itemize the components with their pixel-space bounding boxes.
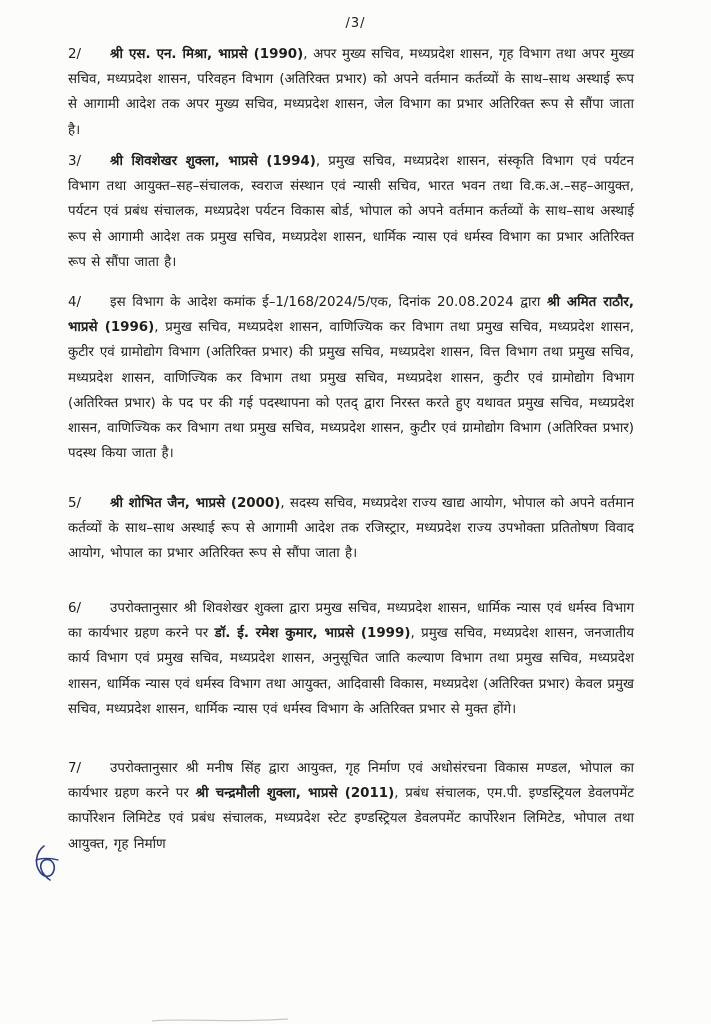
officer-name: डॉ. ई. रमेश कुमार, भाप्रसे (1999) bbox=[214, 626, 411, 642]
paragraph-intro: उपरोक्तानुसार श्री मनीष सिंह द्वारा आयुक्त, गृह निर्माण एवं अधोसंरचना विकास मण्डल, भोपाल का कार्यभार ग्रहण करने पर bbox=[68, 761, 634, 802]
officer-name: श्री एस. एन. मिश्रा, भाप्रसे (1990) bbox=[110, 47, 304, 62]
handwritten-initials bbox=[30, 842, 62, 884]
officer-name: श्री शिवशेखर शुक्ला, भाप्रसे (1994) bbox=[110, 154, 316, 169]
officer-name: श्री शोभित जैन, भाप्रसे (2000) bbox=[110, 496, 281, 511]
paragraph-number: 5/ bbox=[68, 496, 82, 511]
paragraph-number: 7/ bbox=[68, 761, 82, 776]
paragraph-2 bbox=[68, 42, 634, 143]
paragraph-number: 6/ bbox=[68, 601, 82, 616]
paragraph-text: , प्रबंध संचालक, एम.पी. इण्डस्ट्रियल डेवलपमेंट कार्पोरेशन लिमिटेड एवं प्रबंध संचालक, मध्यप्रदेश स्टेट इण्डस्ट्रियल डेवलपमेंट कार्पोरेशन लिमिटेड, भोपाल तथा आयुक्त, गृह निर्माण bbox=[68, 786, 635, 852]
officer-name: श्री अमित राठौर, भाप्रसे (1996) bbox=[68, 295, 634, 336]
paragraph-text: , सदस्य सचिव, मध्यप्रदेश राज्य खाद्य आयोग, भोपाल को अपने वर्तमान कर्तव्यों के साथ–साथ अस्थाई रूप से आगामी आदेश तक रजिस्ट्रार, मध्यप्रदेश राज्य उपभोक्ता प्रतितोषण विवाद आयोग, भोपाल का प्रभार अतिरिक्त रूप से सौंपा जाता है। bbox=[68, 496, 635, 562]
paragraph-intro: इस विभाग के आदेश कमांक ई–1/168/2024/5/एक, दिनांक 20.08.2024 द्वारा bbox=[110, 295, 547, 310]
paragraph-text: , प्रमुख सचिव, मध्यप्रदेश शासन, जनजातीय कार्य विभाग एवं प्रमुख सचिव, मध्यप्रदेश शासन, अनुसूचित जाति कल्याण विभाग तथा प्रमुख सचिव, मध्यप्रदेश शासन, धार्मिक न्यास एवं धर्मस्व विभाग तथा आयुक्त, आदिवासी विकास, मध्यप्रदेश (अतिरिक्त प्रभार) केवल प्रमुख सचिव, मध्यप्रदेश शासन, धार्मिक न्यास एवं धर्मस्व विभाग के अतिरिक्त प्रभार से मुक्त होंगे। bbox=[68, 626, 634, 717]
paragraph-number: 4/ bbox=[68, 295, 82, 310]
paragraph-4 bbox=[68, 290, 634, 466]
scan-smudge bbox=[150, 1016, 290, 1024]
paragraph-text: , प्रमुख सचिव, मध्यप्रदेश शासन, संस्कृति विभाग एवं पर्यटन विभाग तथा आयुक्त–सह–संचालक, स्वराज संस्थान एवं न्यासी सचिव, भारत भवन तथा वि.क.अ.–सह–आयुक्त, पर्यटन एवं प्रबंध संचालक, मध्यप्रदेश पर्यटन विकास बोर्ड, भोपाल को अपने वर्तमान कर्तव्यों के साथ–साथ अस्थाई रूप से आगामी आदेश तक प्रमुख सचिव, मध्यप्रदेश शासन, धार्मिक न्यास एवं धर्मस्व विभाग का प्रभार अतिरिक्त रूप से सौंपा जाता है। bbox=[68, 154, 634, 270]
paragraph-intro: उपरोक्तानुसार श्री शिवशेखर शुक्ला द्वारा प्रमुख सचिव, मध्यप्रदेश शासन, धार्मिक न्यास एवं धर्मस्व विभाग का कार्यभार ग्रहण करने पर bbox=[68, 601, 634, 642]
paragraph-7 bbox=[68, 756, 634, 857]
paragraph-text: , प्रमुख सचिव, मध्यप्रदेश शासन, वाणिज्यिक कर विभाग तथा प्रमुख सचिव, मध्यप्रदेश शासन, कुटीर एवं ग्रामोद्योग विभाग (अतिरिक्त प्रभार) की प्रमुख सचिव, मध्यप्रदेश शासन, वित्त विभाग तथा प्रमुख सचिव, मध्यप्रदेश शासन, वाणिज्यिक कर विभाग तथा प्रमुख सचिव, मध्यप्रदेश शासन, कुटीर एवं ग्रामोद्योग विभाग (अतिरिक्त प्रभार) के पद पर की गई पदस्थापना को एतद् द्वारा निरस्त करते हुए यथावत प्रमुख सचिव, मध्यप्रदेश शासन, वाणिज्यिक कर विभाग तथा प्रमुख सचिव, मध्यप्रदेश शासन, कुटीर एवं ग्रामोद्योग विभाग (अतिरिक्त प्रभार) पदस्थ किया जाता है। bbox=[68, 320, 634, 462]
officer-name: श्री चन्द्रमौली शुक्ला, भाप्रसे (2011) bbox=[195, 786, 395, 802]
paragraph-6 bbox=[68, 596, 634, 722]
paragraph-text: , अपर मुख्य सचिव, मध्यप्रदेश शासन, गृह विभाग तथा अपर मुख्य सचिव, मध्यप्रदेश शासन, परिवहन विभाग (अतिरिक्त प्रभार) को अपने वर्तमान कर्तव्यों के साथ–साथ अस्थाई रूप से आगामी आदेश तक अपर मुख्य सचिव, मध्यप्रदेश शासन, जेल विभाग का प्रभार अतिरिक्त रूप से सौंपा जाता है। bbox=[68, 47, 634, 138]
paragraph-5 bbox=[68, 491, 634, 567]
paragraph-3 bbox=[68, 149, 634, 275]
page-number: /3/ bbox=[345, 16, 366, 31]
paragraph-number: 2/ bbox=[68, 47, 82, 62]
paragraph-number: 3/ bbox=[68, 154, 82, 169]
